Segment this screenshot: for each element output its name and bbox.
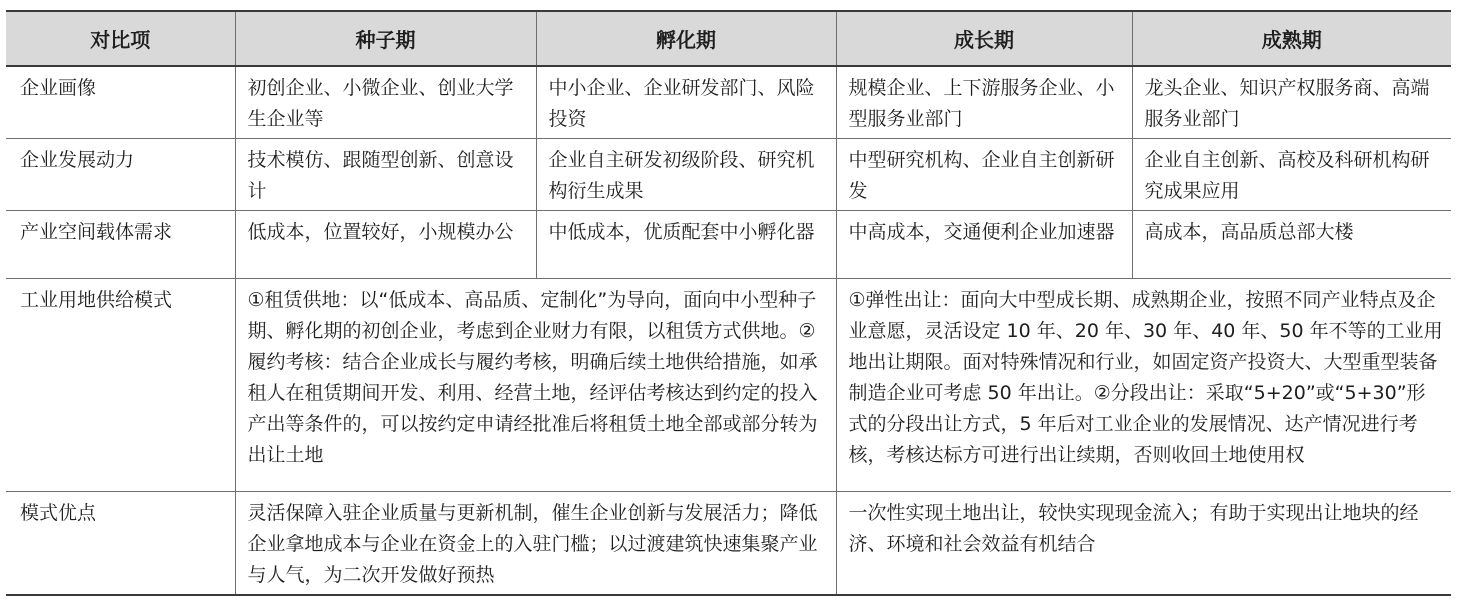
table-cell-merged-left: ①租赁供地：以“低成本、高品质、定制化”为导向，面向中小型种子期、孵化期的初创企业，考虑到企业财力有限，以租赁方式供地。②履约考核：结合企业成长与履约考核，明确后续土地供给措施，如承租人在租赁期间开发、利用、经营土地，经评估考核达到约定的投入产出等条件的，可以按约定申请经批准后将租赁土地全部或部分转为出让土地	[235, 279, 836, 492]
table-cell: 低成本，位置较好，小规模办公	[235, 211, 536, 279]
header-row	[6, 11, 1451, 66]
table-cell: 初创企业、小微企业、创业大学生企业等	[235, 66, 536, 139]
header-comparison-item: 对比项	[6, 11, 235, 66]
table-cell: 规模企业、上下游服务企业、小型服务业部门	[836, 66, 1132, 139]
row-label-land-supply-mode: 工业用地供给模式	[6, 279, 235, 492]
table-cell-merged-right: 一次性实现土地出让，较快实现现金流入；有助于实现出让地块的经济、环境和社会效益有机结合	[836, 492, 1451, 596]
header-seed-stage: 种子期	[235, 11, 536, 66]
table-cell: 中小企业、企业研发部门、风险投资	[536, 66, 836, 139]
table-cell: 技术模仿、跟随型创新、创意设计	[235, 139, 536, 211]
header-incubation-stage: 孵化期	[536, 11, 836, 66]
table-cell: 企业自主创新、高校及科研机构研究成果应用	[1132, 139, 1451, 211]
table-row	[6, 66, 1451, 139]
table-cell: 中低成本，优质配套中小孵化器	[536, 211, 836, 279]
row-label-development-drive: 企业发展动力	[6, 139, 235, 211]
table-cell: 中高成本，交通便利企业加速器	[836, 211, 1132, 279]
row-label-mode-advantages: 模式优点	[6, 492, 235, 596]
comparison-table	[6, 10, 1451, 596]
table-row	[6, 492, 1451, 596]
table-row	[6, 139, 1451, 211]
header-growth-stage: 成长期	[836, 11, 1132, 66]
row-label-enterprise-profile: 企业画像	[6, 66, 235, 139]
table-cell: 中型研究机构、企业自主创新研发	[836, 139, 1132, 211]
table-cell: 高成本，高品质总部大楼	[1132, 211, 1451, 279]
table-row	[6, 279, 1451, 492]
header-mature-stage: 成熟期	[1132, 11, 1451, 66]
row-label-space-carrier-demand: 产业空间载体需求	[6, 211, 235, 279]
table-cell-merged-left: 灵活保障入驻企业质量与更新机制，催生企业创新与发展活力；降低企业拿地成本与企业在资金上的入驻门槛；以过渡建筑快速集聚产业与人气，为二次开发做好预热	[235, 492, 836, 596]
table-cell: 龙头企业、知识产权服务商、高端服务业部门	[1132, 66, 1451, 139]
table-cell: 企业自主研发初级阶段、研究机构衍生成果	[536, 139, 836, 211]
table-row	[6, 211, 1451, 279]
table-cell-merged-right: ①弹性出让：面向大中型成长期、成熟期企业，按照不同产业特点及企业意愿，灵活设定 10 年、20 年、30 年、40 年、50 年不等的工业用地出让期限。面对特殊情况和行业，如固定资产投资大、大型重型装备制造企业可考虑 50 年出让。②分段出让：采取“5+20”或“5+30”形式的分段出让方式，5 年后对工业企业的发展情况、达产情况进行考核，考核达标方可进行出让续期，否则收回土地使用权	[836, 279, 1451, 492]
comparison-table-container	[6, 10, 1451, 596]
